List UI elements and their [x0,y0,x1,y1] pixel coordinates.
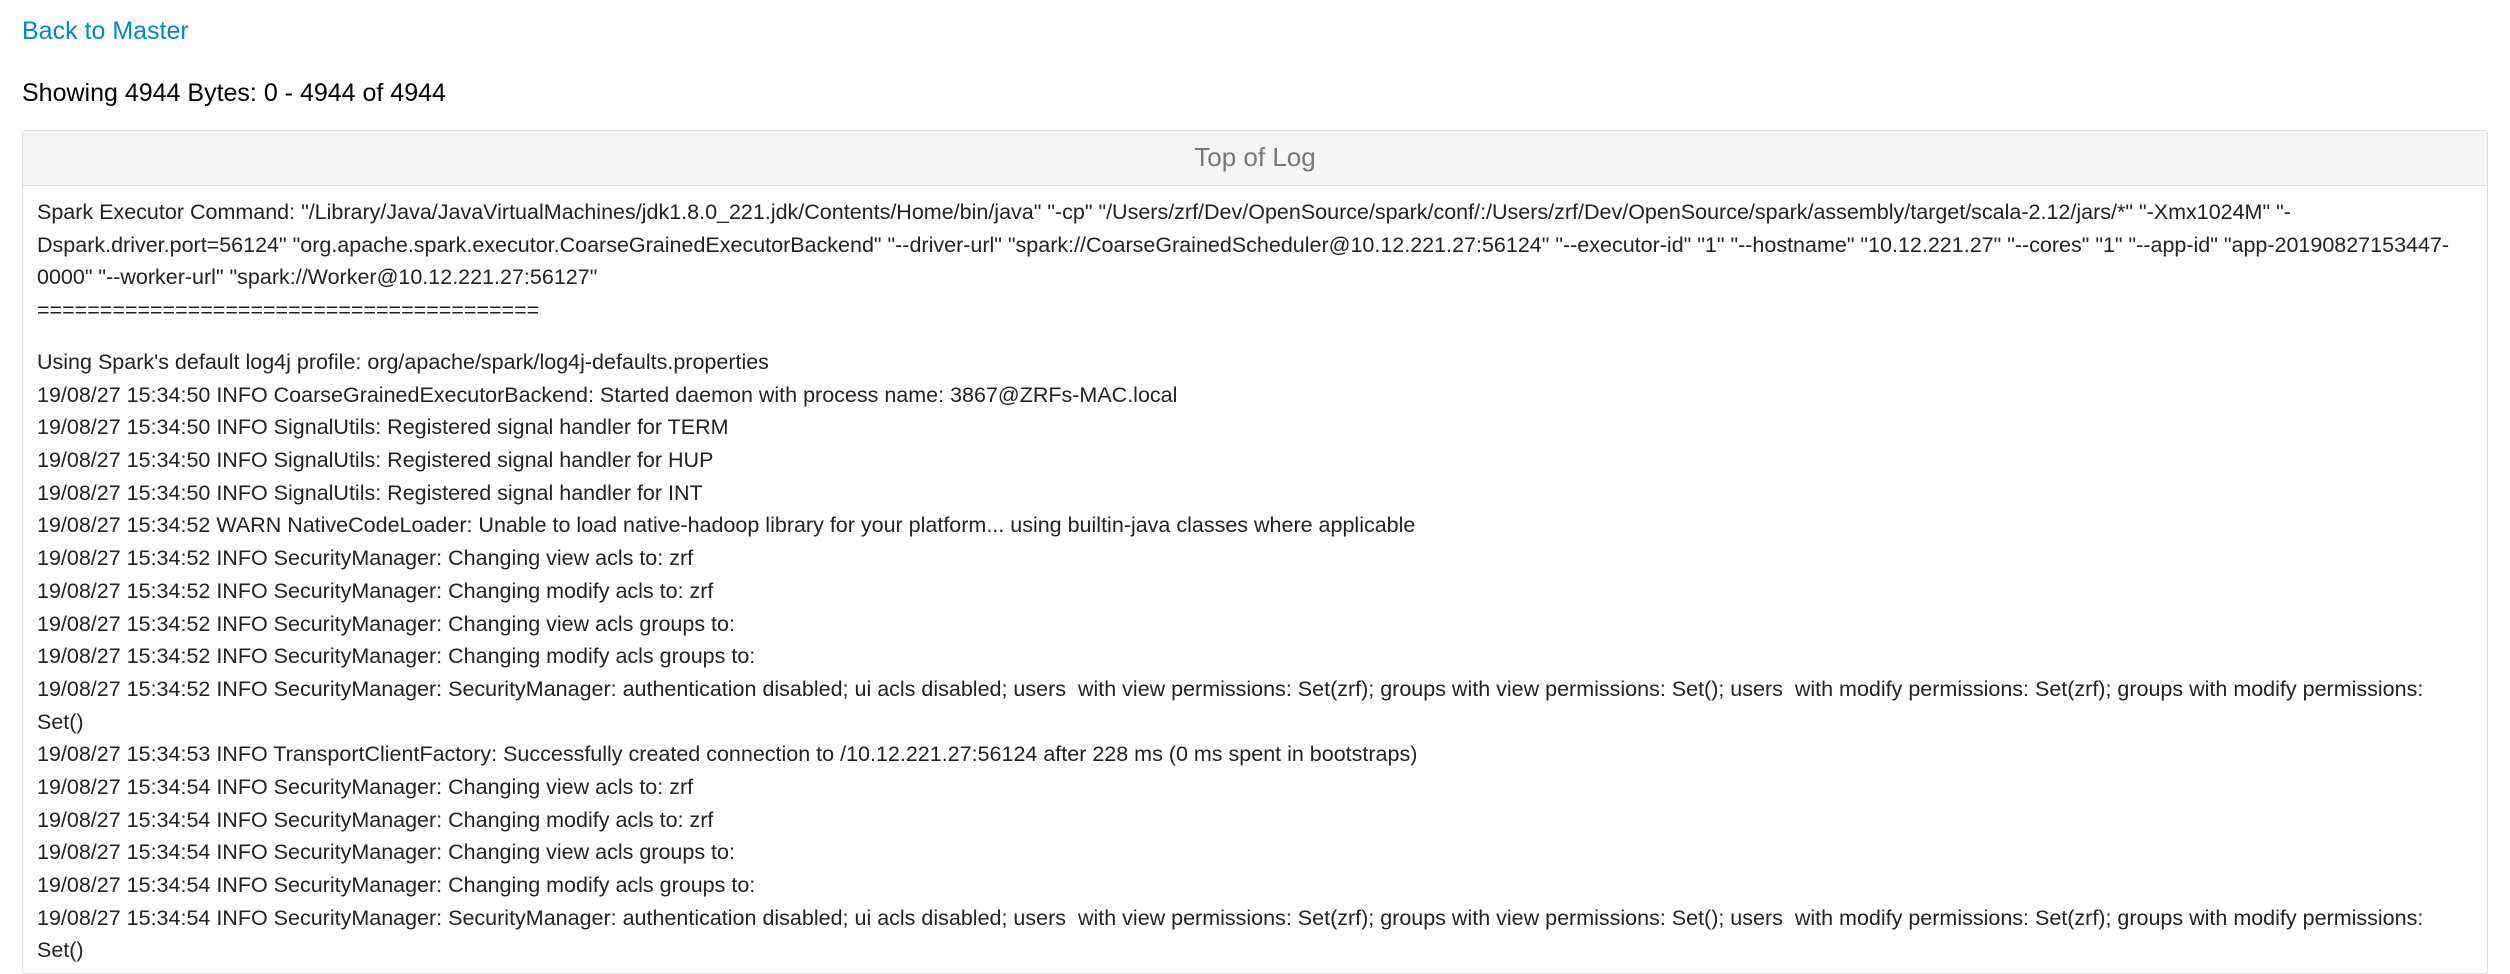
log-line: 19/08/27 15:34:52 INFO SecurityManager: Changing modify acls to: zrf [37,578,714,603]
log-line: 19/08/27 15:34:54 INFO SecurityManager: Changing view acls to: zrf [37,774,694,799]
log-panel [22,130,2488,974]
log-line: 19/08/27 15:34:52 INFO SecurityManager: SecurityManager: authentication disabled; ui acls disabled; users with view permissions: Set(zrf); groups with view permissions: Set(); users with modify permissions: Set(zrf); groups with modify permissions: Set() [37,676,2430,734]
log-line: 19/08/27 15:34:52 WARN NativeCodeLoader: Unable to load native-hadoop library for your platform... using builtin-java classes where applicable [37,513,1416,538]
log-line: 19/08/27 15:34:54 INFO SecurityManager: Changing view acls groups to: [37,840,735,865]
log-line: ======================================== [37,298,540,323]
log-line: 19/08/27 15:34:54 INFO SecurityManager: Changing modify acls groups to: [37,872,756,897]
log-line: 19/08/27 15:34:52 INFO SecurityManager: Changing view acls to: zrf [37,546,694,571]
log-line: 19/08/27 15:34:52 INFO SecurityManager: Changing modify acls groups to: [37,644,756,669]
log-line: 19/08/27 15:34:50 INFO SignalUtils: Registered signal handler for HUP [37,448,714,473]
log-line: 19/08/27 15:34:52 INFO SecurityManager: Changing view acls groups to: [37,611,735,636]
showing-bytes-status: Showing 4944 Bytes: 0 - 4944 of 4944 [22,78,446,107]
log-line: 19/08/27 15:34:50 INFO SignalUtils: Registered signal handler for INT [37,480,703,505]
log-content[interactable] [23,186,2487,973]
log-line: Spark Executor Command: "/Library/Java/JavaVirtualMachines/jdk1.8.0_221.jdk/Contents/Home/bin/java" "-cp" "/Users/zrf/Dev/OpenSource/spark/conf/:/Users/zrf/Dev/OpenSource/spark/assembly/target/scala-2.12/jars/*" "-Xmx1024M" "-Dspark.driver.port=56124" "org.apache.spark.executor.CoarseGrainedExecutorBackend" "--driver-url" "spark://CoarseGrainedScheduler@10.12.221.27:56124" "--executor-id" "1" "--hostname" "10.12.221.27" "--cores" "1" "--app-id" "app-20190827153447-0000" "--worker-url" "spark://Worker@10.12.221.27:56127" [37,200,2450,290]
log-line: 19/08/27 15:34:54 INFO SecurityManager: Changing modify acls to: zrf [37,807,714,832]
log-panel-header: Top of Log [23,131,2487,187]
log-line: Using Spark's default log4j profile: org/apache/spark/log4j-defaults.properties [37,350,769,375]
log-line: 19/08/27 15:34:53 INFO TransportClientFactory: Successfully created connection to /10.12.221.27:56124 after 228 ms (0 ms spent in bootstraps) [37,742,1418,767]
log-line: 19/08/27 15:34:54 INFO SecurityManager: SecurityManager: authentication disabled; ui acls disabled; users with view permissions: Set(zrf); groups with view permissions: Set(); users with modify permissions: Set(zrf); groups with modify permissions: Set() [37,905,2430,963]
log-line [37,327,2473,346]
log-line: 19/08/27 15:34:50 INFO CoarseGrainedExecutorBackend: Started daemon with process name: 3867@ZRFs-MAC.local [37,382,1178,407]
back-to-master-link[interactable]: Back to Master [22,17,189,45]
log-line: 19/08/27 15:34:50 INFO SignalUtils: Registered signal handler for TERM [37,415,729,440]
